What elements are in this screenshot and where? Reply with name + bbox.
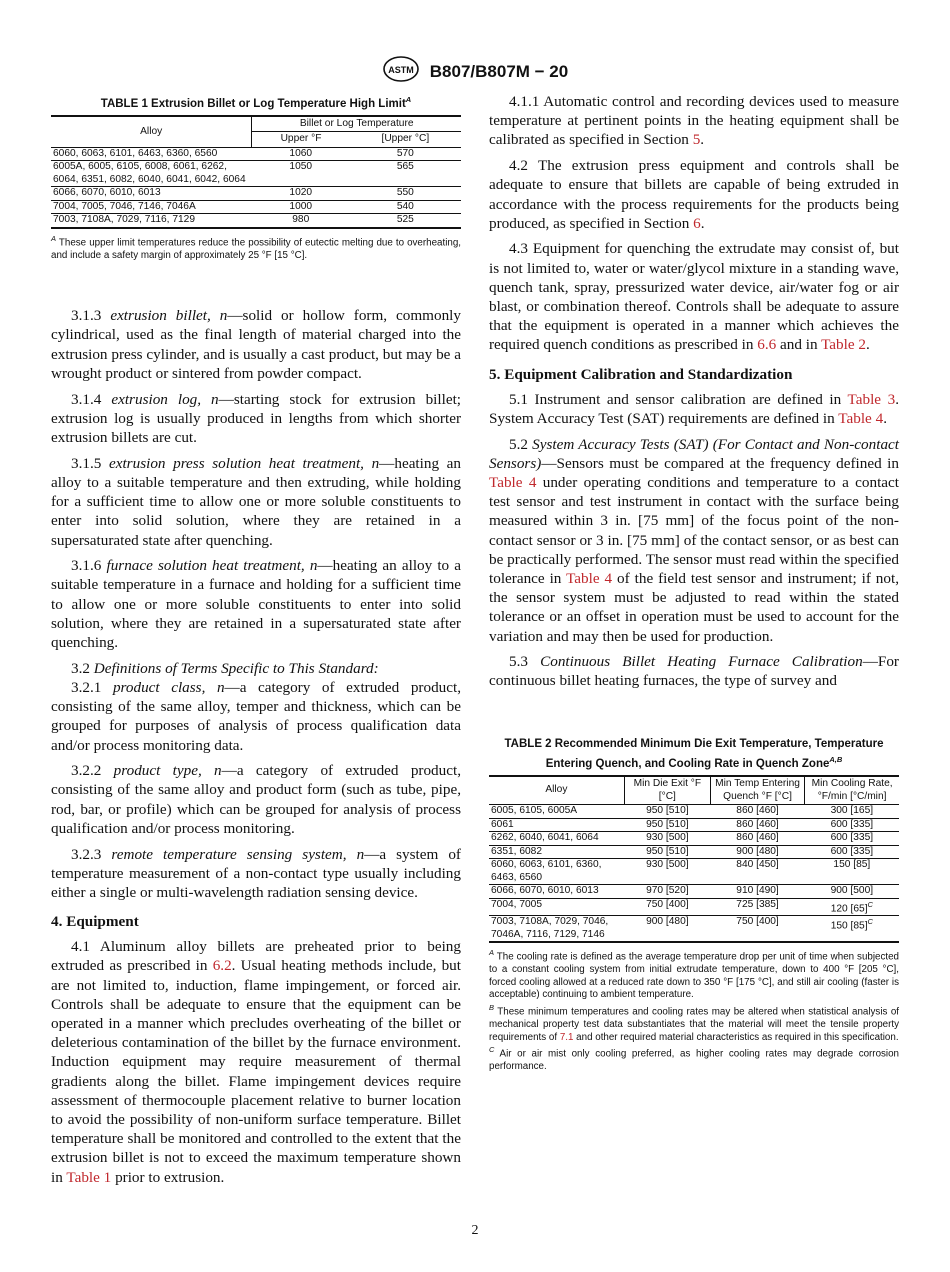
para-3-2-1: 3.2.1 product class, n—a category of extruded product, consisting of the same alloy, temper and thickness, which can be grouped for purposes of analysis of process qualification data and/or process monitoring data. bbox=[51, 678, 462, 754]
table-row: 6066, 6070, 6010, 6013 970 [520] 910 [490] 900 [500] bbox=[489, 885, 899, 899]
para-3-2: 3.2 Definitions of Terms Specific to This Standard: bbox=[71, 659, 379, 677]
para-3-1-5: 3.1.5 extrusion press solution heat treatment, n—heating an alloy to a suitable temperature and then extruding, while holding for a sufficient time to allow one or more soluble constituents to enter into solid solution, where they are retained in a supersaturated state after quenching. bbox=[51, 454, 462, 549]
table1-header-alloy: Alloy bbox=[51, 116, 252, 148]
para-3-2-3: 3.2.3 remote temperature sensing system, n—a system of temperature measurement of a non-contact type usually including either a single or multi-wavelength radiation sensing device. bbox=[51, 845, 461, 901]
page-header bbox=[0, 56, 950, 87]
table-row: 7004, 7005, 7046, 7146, 7046A 1000 540 bbox=[51, 200, 461, 214]
table2-header-die: Min Die Exit °F [°C] bbox=[624, 776, 710, 805]
section-heading: 4. Equipment bbox=[51, 913, 139, 931]
link-section-5[interactable]: 5 bbox=[692, 131, 701, 149]
table2-header-quench: Min Temp Entering Quench °F [°C] bbox=[710, 776, 804, 805]
para-5-2: 5.2 System Accuracy Tests (SAT) (For Contact and Non-contact Sensors)—Sensors must be compared at the frequency defined in Table 4 under operating conditions and temperature to a contact test sensor and test instrument in contact with the surface being measured within 3 in. [75 mm] of the focus point of the non-contact sensor or 3 in. [75 mm] of the contact sensor, or as best can be practically performed. The sensor must read within the specified tolerance in Table 4 of the field test sensor and instrument; if not, the sensor system must be adjusted to read within the stated tolerance or an offset in operation must be used to account for the variation and may then be used for production. bbox=[489, 435, 900, 645]
para-4-1: 4.1 Aluminum alloy billets are preheated prior to being extruded as prescribed in 6.2. Usual heating methods include, but are not limited to, induction, flame impingement, or forced air. Controls shall be adequate to ensure that the equipment can be operated in a manner which precludes overheating of the billet or deleterious contamination of the billet by the furnace environment. Induction equipment may require measurement of thermal gradients along the billet. Flame impingement devices require assessment of thermocouple placement relative to burner location to avoid the possibility of non-uniform surface temperature. Billet temperature shall be monitored and controlled to the extent that the extrusion billet is not to exceed the maximum temperature shown in Table 1 prior to extrusion. bbox=[51, 938, 461, 1186]
svg-text:ASTM: ASTM bbox=[388, 65, 414, 75]
link-section-6[interactable]: 6 bbox=[693, 214, 701, 232]
link-table-4[interactable]: Table 4 bbox=[489, 473, 537, 491]
link-table-3[interactable]: Table 3 bbox=[847, 390, 896, 408]
para-3-1-3: 3.1.3 extrusion billet, n—solid or hollow form, commonly cylindrical, used as the final length of material charged into the extrusion press cylinder, and is usually a cast product, but may be a wrought product or sintered from powder compact. bbox=[51, 307, 461, 382]
table2-header-alloy: Alloy bbox=[545, 784, 568, 796]
link-table-1[interactable]: Table 1 bbox=[66, 1168, 112, 1186]
right-column bbox=[489, 92, 899, 1074]
table-row: 6060, 6063, 6101, 6360, 6463, 6560 930 [500] 840 [450] 150 [85] bbox=[489, 859, 899, 885]
section-heading: 5. Equipment Calibration and Standardization bbox=[489, 365, 793, 383]
table-row: 6061 950 [510] 860 [460] 600 [335] bbox=[489, 818, 899, 832]
table2-header-rate: Min Cooling Rate, °F/min [°C/min] bbox=[805, 776, 899, 805]
table-row: 6005A, 6005, 6105, 6008, 6061, 6262, 6064, 6351, 6082, 6040, 6041, 6042, 6064 1050 565 bbox=[51, 161, 461, 187]
table1-header-group: Billet or Log Temperature bbox=[252, 116, 461, 132]
table2 bbox=[489, 737, 899, 1073]
table2-footnote-b: $^B$ These minimum temperatures and cooling rates may be altered when statistical analysis of mechanical property test data substantiates that the material will meet the tensile property requirements of 7.1 and other required material characteristics as required in this specification. bbox=[489, 1003, 899, 1043]
link-6-2[interactable]: 6.2 bbox=[212, 957, 232, 975]
para-3-2-2: 3.2.2 product type, n—a category of extruded product, consisting of the same alloy and product form (such as tube, pipe, rod, bar, or profile) which can be grouped for analysis of process qualification and/or process monitoring. bbox=[51, 762, 462, 837]
page-number: 2 bbox=[471, 1223, 479, 1238]
table-row: 7003, 7108A, 7029, 7046, 7046A, 7116, 7129, 7146 900 [480] 750 [400] 150 $[85]^C$ bbox=[489, 916, 899, 943]
para-5-3: 5.3 Continuous Billet Heating Furnace Calibration—For continuous billet heating furnaces, the type of survey and bbox=[489, 653, 899, 690]
table1 bbox=[51, 92, 461, 262]
table2-footnote-c: $^C$ Air or air mist only cooling preferred, as higher cooling rates may degrade corrosion performance. bbox=[489, 1045, 899, 1072]
link-table-4[interactable]: Table 4 bbox=[566, 569, 613, 587]
para-3-1-6: 3.1.6 furnace solution heat treatment, n—heating an alloy to a suitable temperature in a furnace and holding for a sufficient time to allow one or more soluble constituents to enter into solid solution, where they are retained in a supersaturated state after quenching. bbox=[51, 557, 461, 652]
table1-footnote: $^A$ These upper limit temperatures reduce the possibility of eutectic melting due to overheating, and include a safety margin of approximately 25 °F [15 °C]. bbox=[51, 233, 462, 261]
para-3-1-4: 3.1.4 extrusion log, n—starting stock for extrusion billet; extrusion log is usually produced in lengths from which shorter extrusion billets are cut. bbox=[51, 390, 462, 446]
para-4-2: 4.2 The extrusion press equipment and controls shall be adequate to ensure that billets are capable of being extruded in accordance with the process requirements for the products being produced, as specified in Section 6. bbox=[489, 157, 899, 232]
table-row: 7004, 7005 750 [400] 725 [385] 120 $[65]^C$ bbox=[489, 898, 899, 916]
link-table-4[interactable]: Table 4 bbox=[838, 409, 884, 427]
para-4-3: 4.3 Equipment for quenching the extrudate may consist of, but is not limited to, water or water/glycol mixture in a standing wave, quench tank, spray, pressurized water device, air/water fog or air blast, or combination thereof. Controls shall be adequate to assure that the equipment is operated in a manner which achieves the required quench conditions as prescribed in 6.6 and in Table 2. bbox=[489, 240, 899, 354]
astm-logo-icon bbox=[382, 56, 420, 87]
table2-title: TABLE 2 Recommended Minimum Die Exit Temperature, Temperature Entering Quench, and Cooling Rate in Quench Zone$^{A,B}$ bbox=[504, 738, 884, 771]
left-column bbox=[51, 92, 461, 1193]
link-table-2[interactable]: Table 2 bbox=[821, 336, 866, 354]
table-row: 6060, 6063, 6101, 6463, 6360, 6560 1060 570 bbox=[51, 147, 461, 161]
table-row: 6262, 6040, 6041, 6064 930 [500] 860 [460] 600 [335] bbox=[489, 832, 899, 846]
table1-header-f: Upper °F bbox=[252, 132, 350, 148]
para-5-1: 5.1 Instrument and sensor calibration are defined in Table 3. System Accuracy Test (SAT) requirements are defined in Table 4. bbox=[489, 390, 899, 427]
table2-footnote-a: $^A$ The cooling rate is defined as the average temperature drop per unit of time when subjected to a constant cooling system from initial extrudate temperature, down to 400 °F [205 °C], forced cooling allowed at a reduced rate down to 350 °F [175 °C], and still air cooling (faster is acceptable) continuing to ambient temperature. bbox=[489, 948, 899, 1001]
para-4-1-1: 4.1.1 Automatic control and recording devices used to measure temperature at pertinent points in the heating equipment shall be calibrated as specified in Section 5. bbox=[489, 93, 899, 149]
table-row: 6351, 6082 950 [510] 900 [480] 600 [335] bbox=[489, 845, 899, 859]
document-code: B807/B807M − 20 bbox=[429, 61, 569, 81]
link-7-1[interactable]: 7.1 bbox=[559, 1031, 574, 1043]
table1-header-c: [Upper °C] bbox=[350, 132, 461, 148]
table-row: 6066, 6070, 6010, 6013 1020 550 bbox=[51, 187, 461, 201]
link-6-6[interactable]: 6.6 bbox=[757, 336, 777, 354]
table-row: 6005, 6105, 6005A 950 [510] 860 [460] 300 [165] bbox=[489, 805, 899, 819]
table1-title: TABLE 1 Extrusion Billet or Log Temperature High Limit$^A$ bbox=[100, 95, 412, 110]
table-row: 7003, 7108A, 7029, 7116, 7129 980 525 bbox=[51, 214, 461, 228]
